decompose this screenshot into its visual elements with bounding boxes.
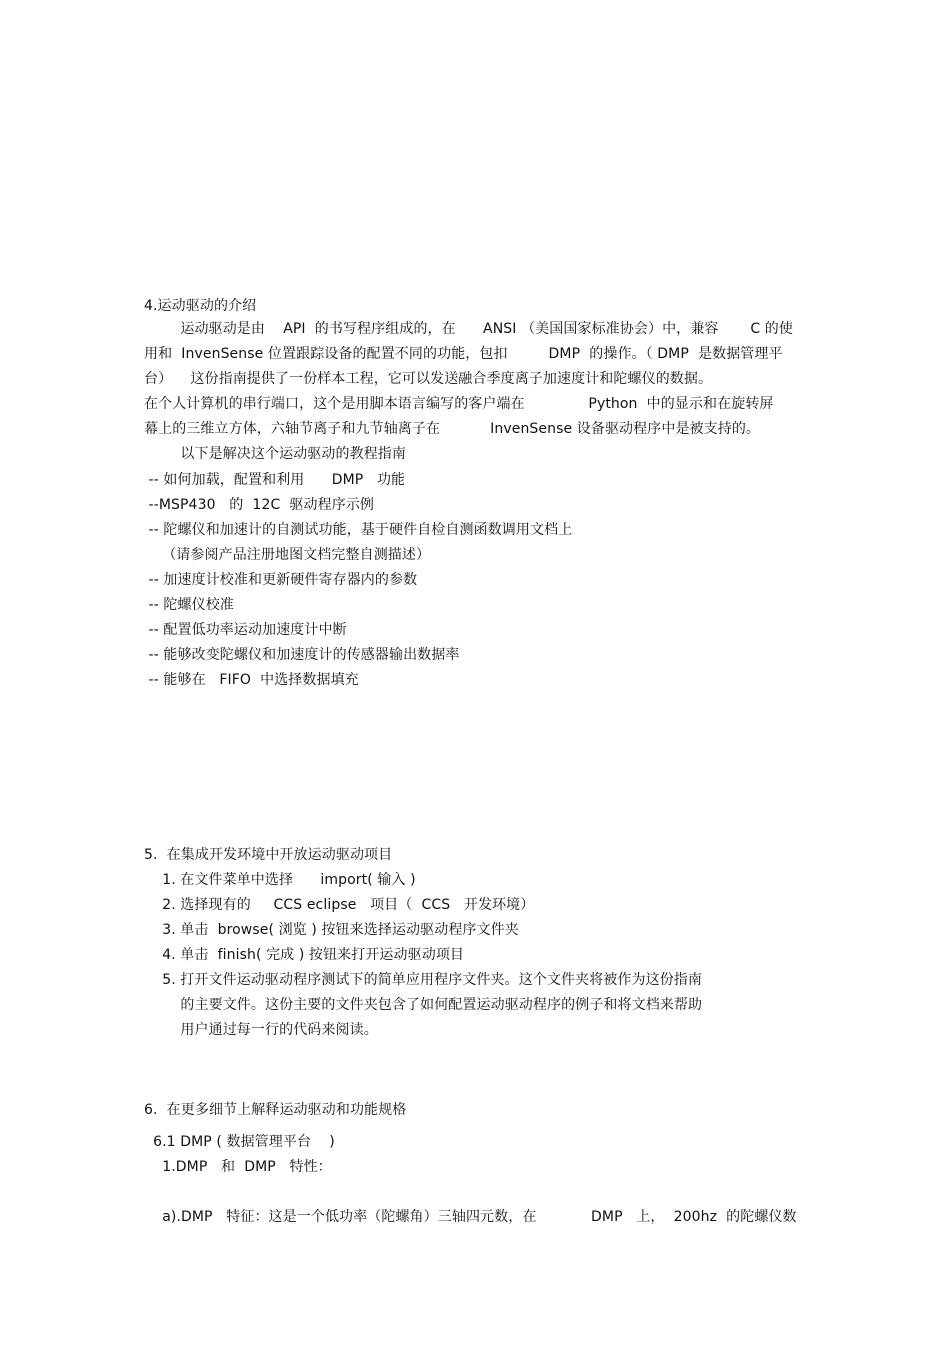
list-item: -- 陀螺仪和加速计的自测试功能，基于硬件自检自测函数调用文档上	[144, 522, 573, 538]
paragraph-line: 幕上的三维立方体，六轴节离子和九节轴离子在 InvenSense 设备驱动程序中是被支持的。	[144, 421, 761, 437]
list-item: -- 配置低功率运动加速度计中断	[144, 622, 347, 638]
list-item: -- 加速度计校准和更新硬件寄存器内的参数	[144, 572, 418, 588]
paragraph-line: 运动驱动是由 API 的书写程序组成的，在 ANSI （美国国家标准协会）中，兼容 C 的使	[144, 321, 793, 337]
step-item: 用户通过每一行的代码来阅读。	[144, 1022, 378, 1038]
step-item: 1. 在文件菜单中选择 import( 输入 )	[144, 872, 416, 888]
subsection-heading: 6.1 DMP ( 数据管理平台 )	[144, 1134, 335, 1150]
list-item: -- 陀螺仪校准	[144, 597, 234, 613]
step-item: 的主要文件。这份主要的文件夹包含了如何配置运动驱动程序的例子和将文档来帮助	[144, 997, 703, 1013]
section-4-heading: 4.运动驱动的介绍	[144, 298, 257, 314]
section-6-heading: 6. 在更多细节上解释运动驱动和功能规格	[144, 1102, 407, 1118]
paragraph-line: 用和 InvenSense 位置跟踪设备的配置不同的功能，包扣 DMP 的操作。（ DMP 是数据管理平	[144, 346, 783, 362]
section-5-heading: 5. 在集成开发环境中开放运动驱动项目	[144, 847, 393, 863]
list-item: a).DMP 特征：这是一个低功率（陀螺角）三轴四元数，在 DMP 上， 200hz 的陀螺仪数	[144, 1209, 797, 1225]
paragraph-line: 台） 这份指南提供了一份样本工程，它可以发送融合季度离子加速度计和陀螺仪的数据。	[144, 371, 713, 387]
list-item: -- 能够在 FIFO 中选择数据填充	[144, 672, 359, 688]
step-item: 2. 选择现有的 CCS eclipse 项目（ CCS 开发环境）	[144, 897, 535, 913]
step-item: 4. 单击 finish( 完成 ) 按钮来打开运动驱动项目	[144, 947, 465, 963]
list-item: -- 能够改变陀螺仪和加速度计的传感器输出数据率	[144, 647, 460, 663]
intro-line: 以下是解决这个运动驱动的教程指南	[144, 446, 407, 462]
list-item: -- 如何加载，配置和利用 DMP 功能	[144, 472, 406, 488]
list-item: --MSP430 的 12C 驱动程序示例	[144, 497, 375, 513]
step-item: 5. 打开文件运动驱动程序测试下的简单应用程序文件夹。这个文件夹将被作为这份指南	[144, 972, 703, 988]
step-item: 3. 单击 browse( 浏览 ) 按钮来选择运动驱动程序文件夹	[144, 922, 519, 938]
paragraph-line: 在个人计算机的串行端口，这个是用脚本语言编写的客户端在 Python 中的显示和在旋转屏	[144, 396, 774, 412]
list-item: 1.DMP 和 DMP 特性：	[144, 1159, 332, 1175]
list-item: （请参阅产品注册地图文档完整自测描述）	[144, 547, 431, 563]
